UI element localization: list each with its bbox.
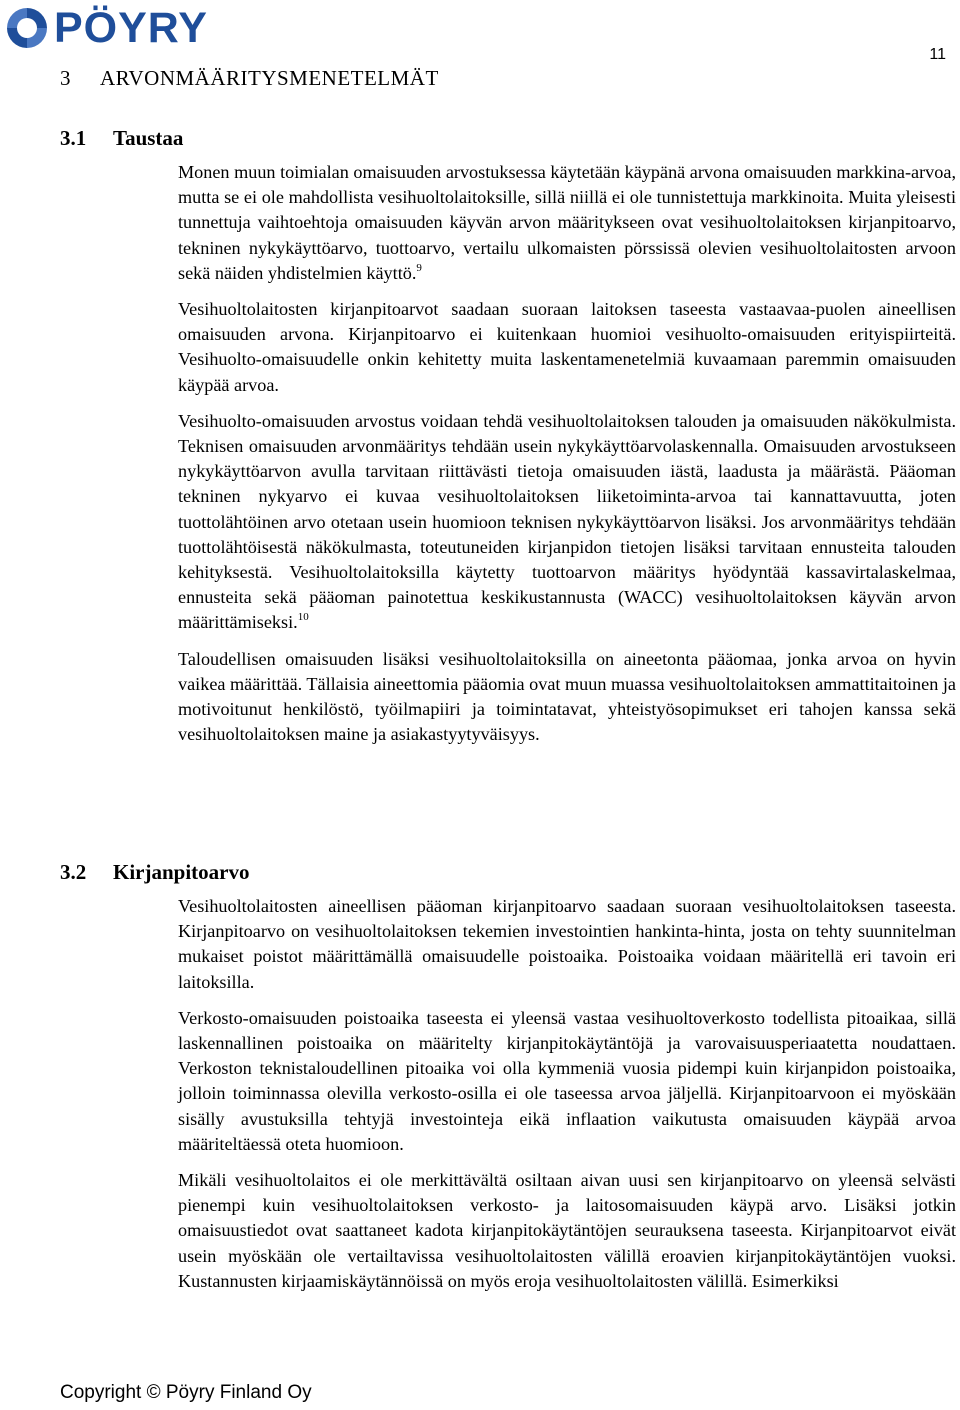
section-body-kirjanpitoarvo — [178, 894, 956, 1305]
paragraph: Mikäli vesihuoltolaitos ei ole merkittävältä osiltaan aivan uusi sen kirjanpitoarvo on yleensä selvästi pienempi kuin vesihuoltolaitoksen verkosto- ja laitosomaisuuden käypä arvo. Lisäksi jotkin omaisuustiedot ovat saattaneet kadota kirjanpitokäytäntöjen seurauksena taseesta. Kirjanpitoarvot eivät usein myöskään ole vertailtavissa vesihuoltolaitosten välillä eroavien kirjanpitokäytäntöjen vuoksi. Kustannusten kirjaamiskäytännöissä on myös eroja vesihuoltolaitosten välillä. Esimerkiksi — [178, 1170, 956, 1291]
paragraph: Verkosto-omaisuuden poistoaika taseesta ei yleensä vastaa vesihuoltoverkosto todellista pitoaikaa, sillä laskennallinen poistoaika on määritelty kirjanpitokäytäntöjä ja varovaisuusperiaatetta noudattaen. Verkoston teknistaloudellinen pitoaika voi olla kymmeniä vuosia pidempi kuin kirjanpidon poistoaika, jolloin toiminnassa olevilla verkosto-osilla ei ole taseessa arvoa jäljellä. Kirjanpitoarvoon ei myöskään sisälly avustuksilla tehtyjä investointeja eikä inflaation vaikutusta omaisuuden käypää arvoa määriteltäessä oteta huomioon. — [178, 1007, 956, 1154]
footer-copyright: Copyright © Pöyry Finland Oy — [60, 1382, 312, 1403]
section-heading-taustaa — [60, 126, 183, 151]
footnote-ref: 9 — [416, 261, 422, 274]
paragraph: Monen muun toimialan omaisuuden arvostuksessa käytetään käypänä arvona omaisuuden markkina-arvoa, mutta se ei ole mahdollista vesihuoltolaitoksille, sillä niillä ei ole tunnistettuja markkinoita. Muita yleisesti tunnettuja vaihtoehtoja omaisuuden käyvän arvon määritykseen ovat vesihuoltolaitoksen kirjanpitoarvo, tekninen nykykäyttöarvo, tuottoarvo, vertailu ulkomaisten pörssissä olevien vesihuoltolaitosten arvoon sekä näiden yhdistelmien käyttö.$^9$ — [178, 162, 956, 283]
brand-name: PÖYRY — [54, 4, 208, 52]
company-logo — [4, 6, 208, 50]
paragraph: Vesihuolto-omaisuuden arvostus voidaan tehdä vesihuoltolaitoksen talouden ja omaisuuden näkökulmista. Teknisen omaisuuden arvonmääritys tehdään usein nykykäyttöarvolaskennalla. Omaisuuden arvostukseen nykykäyttöarvon avulla tarvitaan riittävästi tietoja omaisuuden iästä, laadusta ja määrästä. Pääoman tekninen nykyarvo ei kuvaa vesihuoltolaitoksen liiketoiminta-arvoa tai kannattavuutta, joten tuottolähtöinen arvo otetaan usein huomioon teknisen nykykäyttöarvon lisäksi. Jos arvonmääritys tehdään tuottolähtöisestä näkökulmasta, toteutuneiden kirjanpidon tietojen lisäksi tarvitaan ennusteita talouden kehityksestä. Vesihuoltolaitoksilla käytetty tuottoarvon määritys hyödyntää kassavirtalaskelmaa, ennusteita sekä pääoman painotettua keskikustannusta (WACC) vesihuoltolaitoksen käyvän arvon määrittämiseksi.$^{10}$ — [178, 410, 956, 633]
footnote-ref: 10 — [297, 611, 309, 624]
chapter-title: ARVONMÄÄRITYSMENETELMÄT — [100, 66, 439, 90]
section-number: 3.2 — [60, 860, 87, 884]
poyry-swirl-logo-icon — [4, 6, 50, 50]
chapter-number: 3 — [60, 66, 71, 90]
section-number: 3.1 — [60, 126, 87, 150]
paragraph: Vesihuoltolaitosten kirjanpitoarvot saadaan suoraan laitoksen taseesta vastaavaa-puolen aineellisen omaisuuden arvona. Kirjanpitoarvo ei kuitenkaan huomioi vesihuolto-omaisuuden erityispiirteitä. Vesihuolto-omaisuudelle onkin kehitetty muita laskentamenetelmiä kuvaamaan paremmin omaisuuden käypää arvoa. — [178, 299, 956, 395]
paragraph: Vesihuoltolaitosten aineellisen pääoman kirjanpitoarvo saadaan suoraan vesihuoltolaitoksen taseesta. Kirjanpitoarvo on vesihuoltolaitoksen tekemien investointien hankinta-hinta, josta on tehty suunnitelman mukaiset poistot määrittämällä omaisuudelle poistoaika. Poistoaika voidaan määritellä eri tavoin eri laitoksilla. — [178, 896, 956, 992]
page-number: 11 — [929, 46, 946, 63]
section-title: Kirjanpitoarvo — [113, 860, 250, 884]
section-heading-kirjanpitoarvo — [60, 860, 250, 885]
paragraph: Taloudellisen omaisuuden lisäksi vesihuoltolaitoksilla on aineetonta pääomaa, jonka arvoa on hyvin vaikea määrittää. Tällaisia aineettomia pääomia ovat muun muassa vesihuoltolaitoksen ammattitaitoinen ja motivoitunut henkilöstö, työilmapiiri ja toimintatavat, yhteistyösopimukset eri tahojen kanssa sekä vesihuoltolaitoksen maine ja asiakastyytyväisyys. — [178, 648, 956, 745]
section-title: Taustaa — [113, 126, 184, 150]
chapter-heading — [60, 66, 439, 91]
section-body-taustaa — [178, 160, 956, 758]
